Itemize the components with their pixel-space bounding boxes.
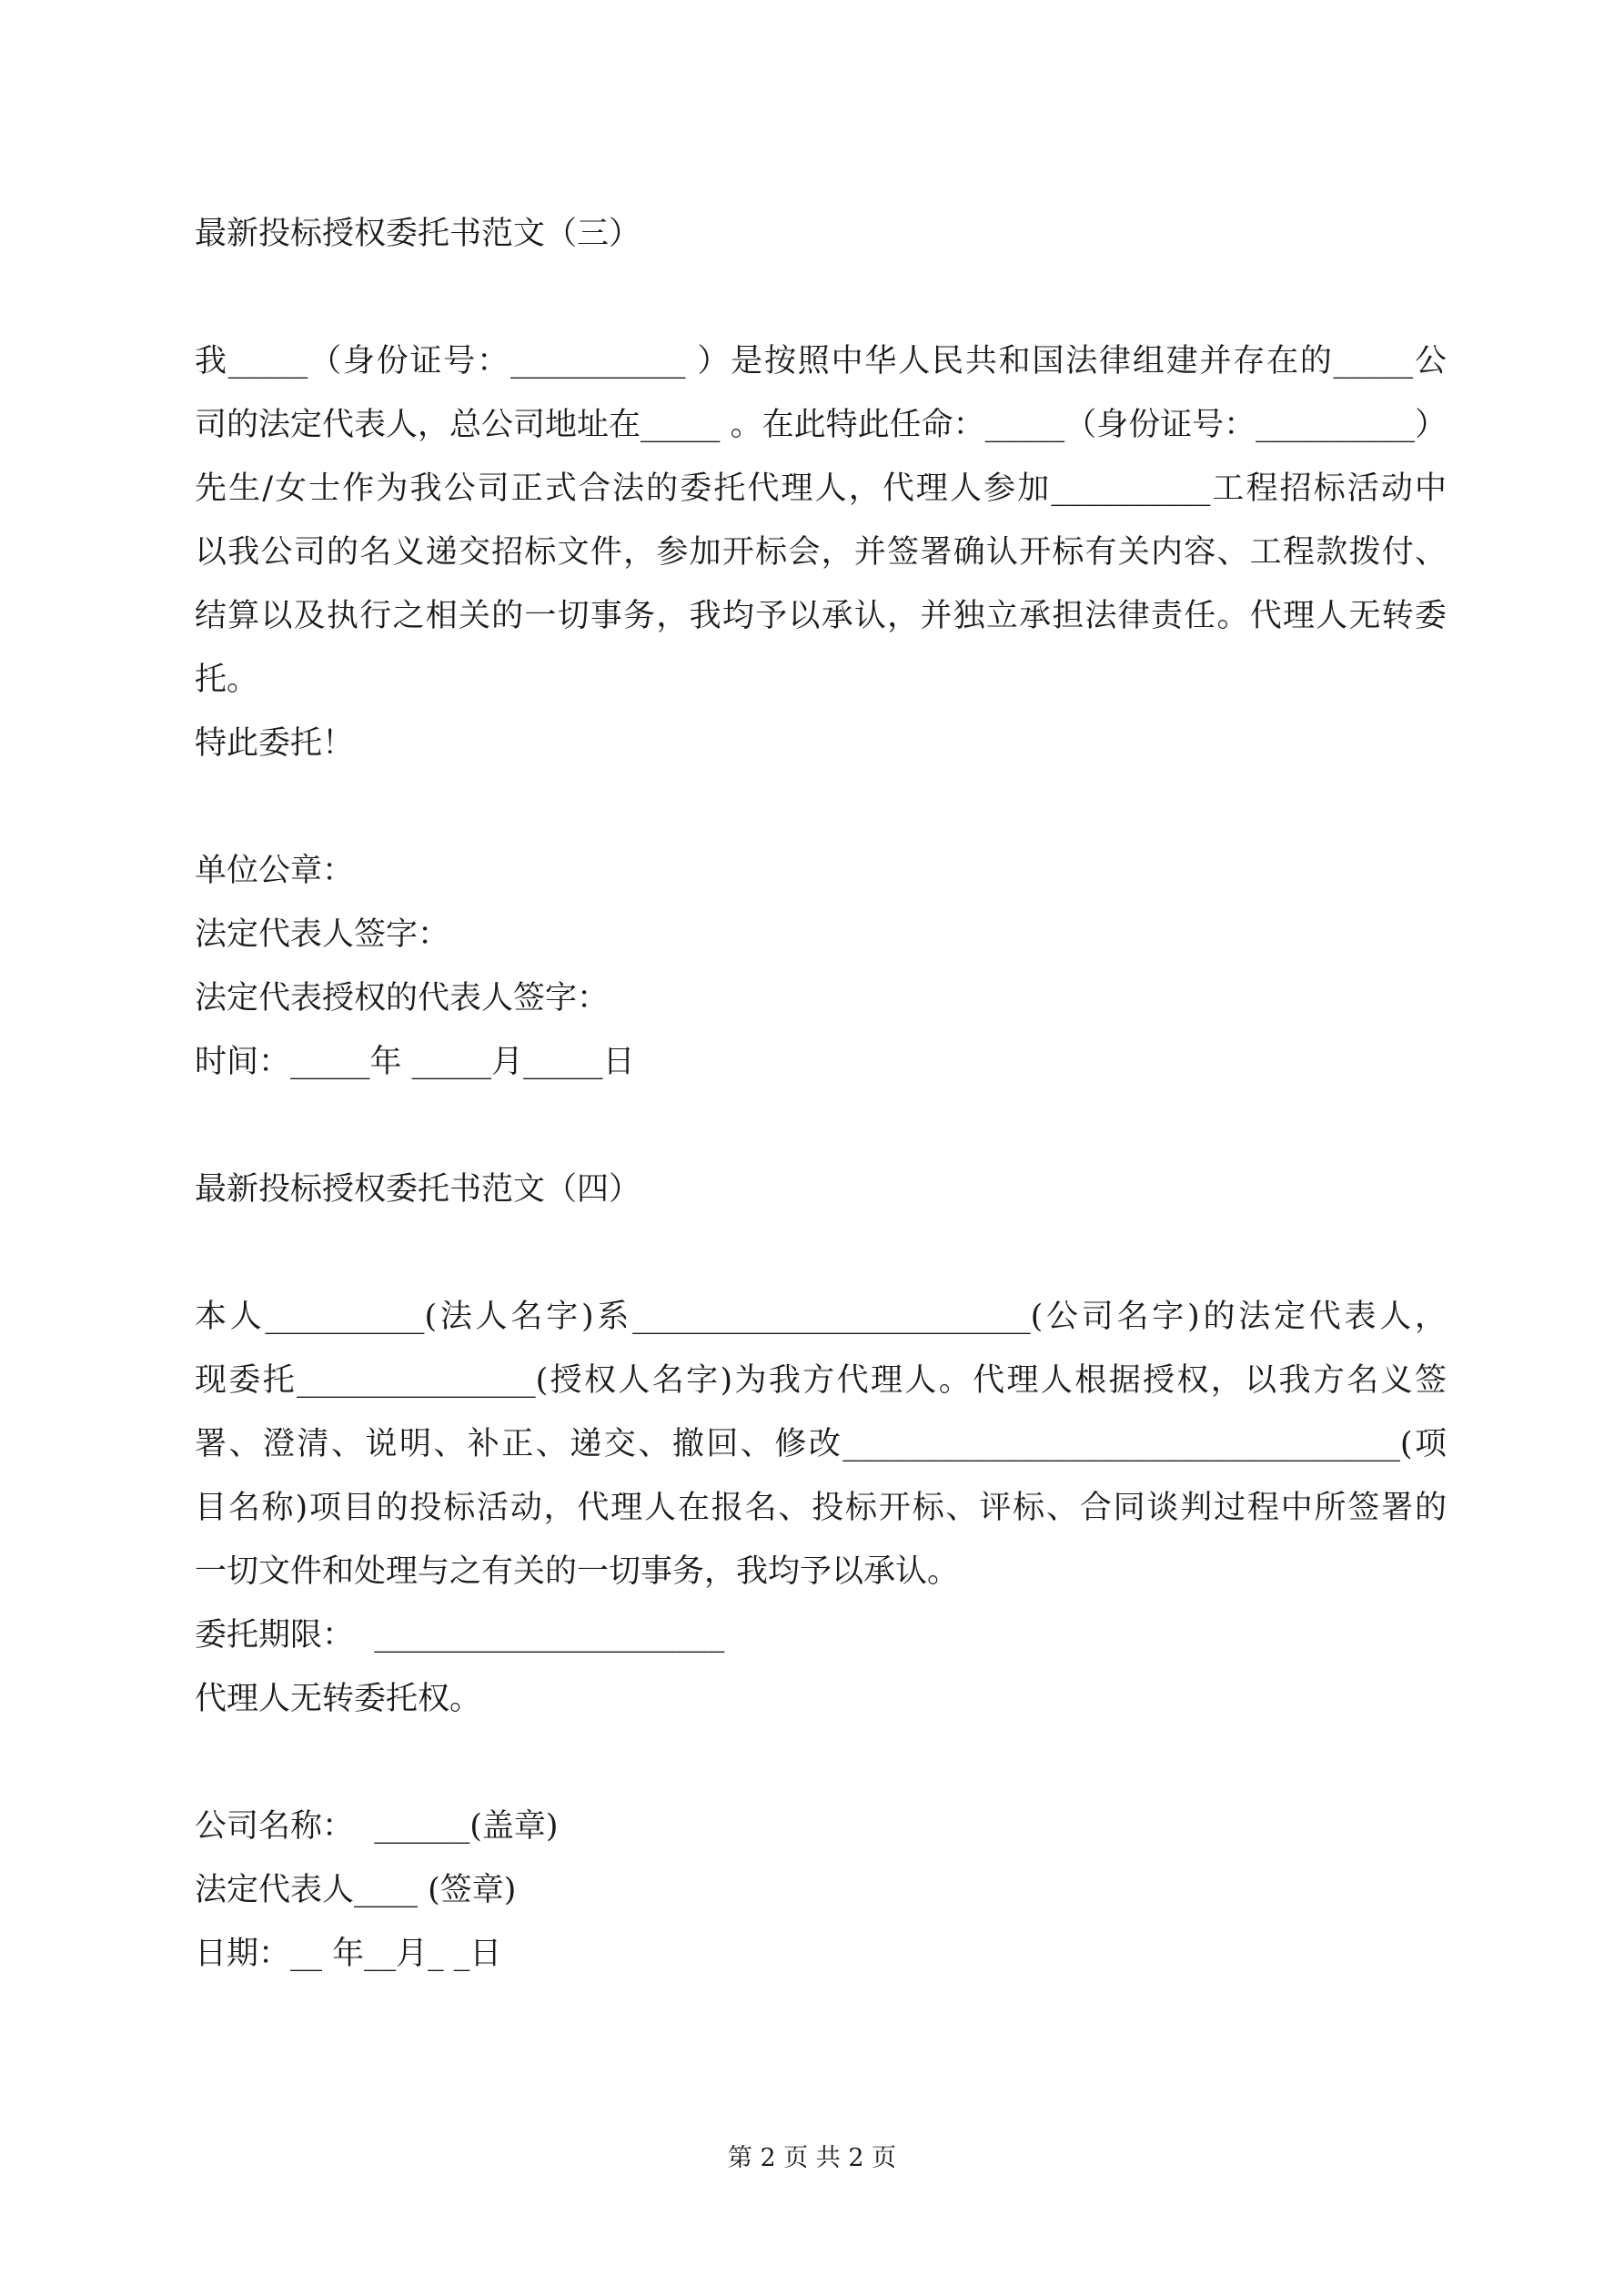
section-paragraph bbox=[195, 1285, 1447, 1603]
signature-line: 公司名称： ______(盖章) bbox=[195, 1808, 559, 1845]
signature-line: 法定代表授权的代表人签字： bbox=[195, 980, 610, 1017]
paragraph-line: 先生/女士作为我公司正式合法的委托代理人，代理人参加__________工程招标活动中 bbox=[195, 470, 1447, 507]
section-title: 最新投标授权委托书范文（三） bbox=[195, 216, 641, 252]
page-footer: 第 2 页 共 2 页 bbox=[727, 2144, 897, 2172]
spacer bbox=[195, 1094, 1447, 1158]
signature-block bbox=[195, 839, 1447, 1094]
signature-block bbox=[195, 1795, 1447, 1986]
section-title: 最新投标授权委托书范文（四） bbox=[195, 1171, 641, 1208]
signature-line: 法定代表人签字： bbox=[195, 916, 450, 953]
paragraph-line: 我_____（身份证号：___________ ）是按照中华人民共和国法律组建并存在的_____公 bbox=[195, 343, 1447, 379]
spacer bbox=[195, 775, 1447, 839]
paragraph-line: 司的法定代表人，总公司地址在_____ 。在此特此任命：_____（身份证号：__________） bbox=[195, 407, 1447, 443]
paragraph-line: 托。 bbox=[195, 662, 259, 698]
paragraph-line: 一切文件和处理与之有关的一切事务，我均予以承认。 bbox=[195, 1553, 960, 1590]
paragraph-line: 目名称)项目的投标活动，代理人在报名、投标开标、评标、合同谈判过程中所签署的 bbox=[195, 1490, 1447, 1526]
term-line: 委托期限： ______________________ bbox=[195, 1617, 725, 1654]
no-transfer-text: 代理人无转委托权。 bbox=[195, 1681, 482, 1717]
date-line: 时间：_____年 _____月_____日 bbox=[195, 1044, 635, 1080]
paragraph-line: 本人__________(法人名字)系_________________________(公司名字)的法定代表人， bbox=[195, 1299, 1447, 1335]
section-paragraph bbox=[195, 329, 1447, 712]
document-body bbox=[195, 202, 1447, 1986]
signature-line: 法定代表人____ (签章) bbox=[195, 1872, 517, 1908]
paragraph-line: 以我公司的名义递交招标文件，参加开标会，并签署确认开标有关内容、工程款拨付、 bbox=[195, 534, 1447, 571]
signature-line: 单位公章： bbox=[195, 853, 355, 889]
spacer bbox=[195, 1731, 1447, 1795]
paragraph-line: 结算以及执行之相关的一切事务，我均予以承认，并独立承担法律责任。代理人无转委 bbox=[195, 598, 1447, 634]
closing-text: 特此委托！ bbox=[195, 725, 355, 762]
spacer bbox=[195, 1221, 1447, 1285]
spacer bbox=[195, 266, 1447, 329]
date-line: 日期：__ 年__月_ _日 bbox=[195, 1936, 502, 1972]
paragraph-line: 署、澄清、说明、补正、递交、撤回、修改___________________________________(项 bbox=[195, 1426, 1447, 1462]
paragraph-line: 现委托_______________(授权人名字)为我方代理人。代理人根据授权，以我方名义签 bbox=[195, 1362, 1447, 1399]
